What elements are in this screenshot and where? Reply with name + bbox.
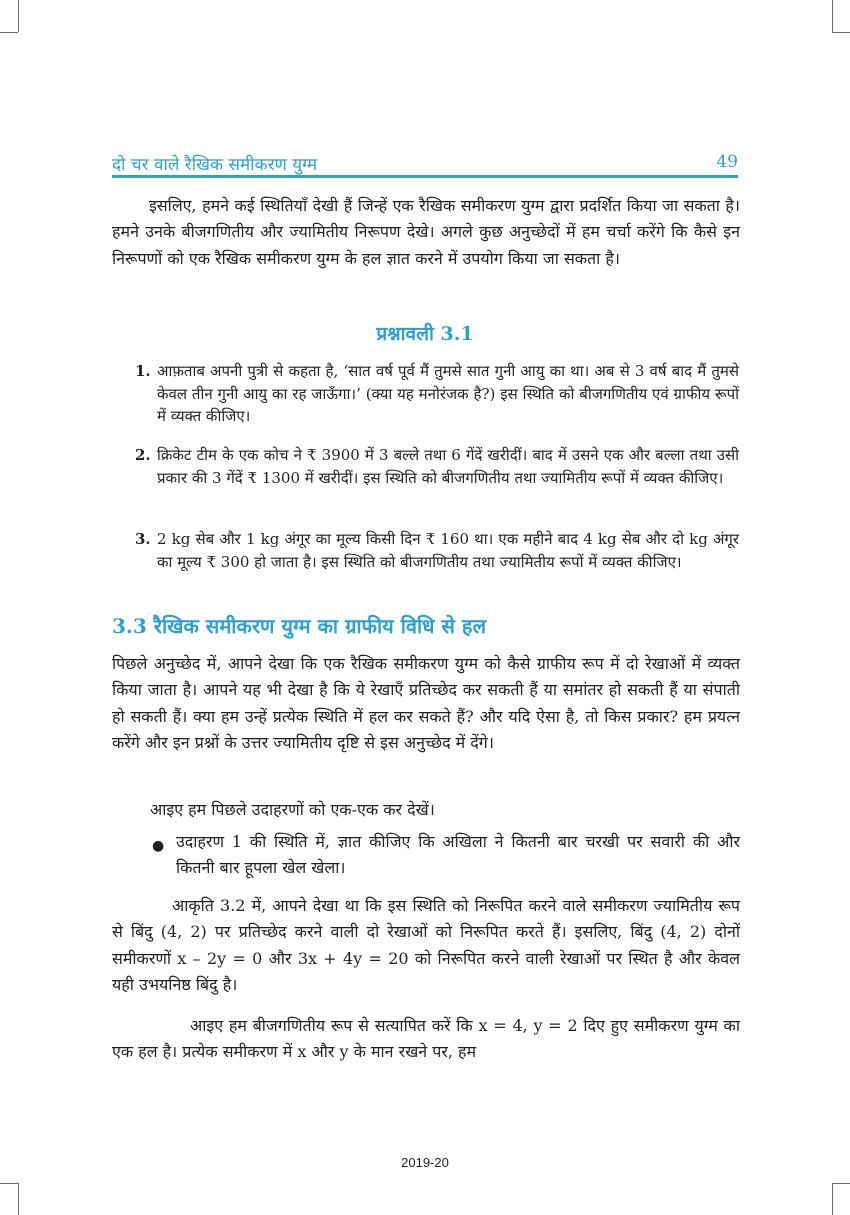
exercise-question: [135, 360, 739, 428]
question-number: 3.: [135, 530, 151, 548]
question-text: आफ़ताब अपनी पुत्री से कहता है, ‘सात वर्ष पूर्व मैं तुमसे सात गुनी आयु का था। अब से 3 वर्ष बाद मैं तुमसे केवल तीन गुनी आयु का रह जाऊँगा।’ (क्या यह मनोरंजक है?) इस स्थिति को बीजगणितीय एवं ग्राफीय रूपों में व्यक्त कीजिए।: [157, 362, 739, 426]
crop-mark-top-right-h: [832, 32, 850, 33]
exercise-title: प्रश्नावली 3.1: [376, 323, 474, 345]
question-text: क्रिकेट टीम के एक कोच ने ₹ 3900 में 3 बल्ले तथा 6 गेंदें खरीदीं। बाद में उसने एक और बल्ला तथा उसी प्रकार की 3 गेंदें ₹ 1300 में खरीदीं। इस स्थिति को बीजगणितीय तथा ज्यामितीय रूपों में व्यक्त कीजिए।: [157, 446, 739, 487]
bullet-dot-icon: ●: [152, 838, 165, 854]
section-paragraph-1: पिछले अनुच्छेद में, आपने देखा कि एक रैखिक समीकरण युग्म को कैसे ग्राफीय रूप में दो रेखाओं में व्यक्त किया जाता है। आपने यह भी देखा है कि ये रेखाएँ प्रतिच्छेद कर सकती हैं या समांतर हो सकती हैं या संपाती हो सकती हैं। क्या हम उन्हें प्रत्येक स्थिति में हल कर सकते हैं? और यदि ऐसा है, तो किस प्रकार? हम प्रयत्न करेंगे और इन प्रश्नों के उत्तर ज्यामितीय दृष्टि से इस अनुच्छेद में देंगे।: [112, 654, 740, 753]
running-header: [112, 150, 738, 180]
crop-mark-top-right-v: [832, 0, 833, 32]
intro-paragraph: इसलिए, हमने कई स्थितियाँ देखी हैं जिन्हें एक रैखिक समीकरण युग्म द्वारा प्रदर्शित किया जा सकता है। हमने उनके बीजगणितीय और ज्यामितीय निरूपण देखे। अगले कुछ अनुच्छेदों में हम चर्चा करेंगे कि कैसे इन निरूपणों को एक रैखिक समीकरण युग्म के हल ज्ञात करने में उपयोग किया जा सकता है।: [112, 196, 740, 268]
crop-mark-bottom-left-v: [18, 1183, 19, 1215]
section-heading: 3.3 रैखिक समीकरण युग्म का ग्राफीय विधि से हल: [112, 614, 487, 638]
crop-mark-bottom-left-h: [0, 1183, 18, 1184]
chapter-title: दो चर वाले रैखिक समीकरण युग्म: [112, 155, 318, 175]
header-rule: [112, 175, 738, 178]
footer-year: 2019-20: [401, 1155, 449, 1170]
exercise-question: [135, 444, 739, 489]
question-number: 1.: [135, 362, 151, 380]
crop-mark-bottom-right-h: [832, 1183, 850, 1184]
crop-mark-top-left-v: [18, 0, 19, 32]
section-paragraph-3: आकृति 3.2 में, आपने देखा था कि इस स्थिति को निरूपित करने वाले समीकरण ज्यामितीय रूप से बिंदु (4, 2) पर प्रतिच्छेद करने वाली दो रेखाओं को निरूपित करते हैं। इसलिए, बिंदु (4, 2) दोनों समीकरणों x – 2y = 0 और 3x + 4y = 20 को निरूपित करने वाली रेखाओं पर स्थित है और केवल यही उभयनिष्ठ बिंदु है।: [112, 896, 740, 995]
exercise-question: [135, 528, 739, 573]
crop-mark-top-left-h: [0, 32, 18, 33]
bullet-item: [150, 829, 740, 882]
section-paragraph-2: आइए हम पिछले उदाहरणों को एक-एक कर देखें।: [150, 800, 435, 819]
bullet-text: उदाहरण 1 की स्थिति में, ज्ञात कीजिए कि अखिला ने कितनी बार चरखी पर सवारी की और कितनी बार हूपला खेल खेला।: [176, 832, 740, 878]
crop-mark-bottom-right-v: [832, 1183, 833, 1215]
page-number: 49: [716, 152, 738, 172]
question-number: 2.: [135, 446, 151, 464]
question-text: 2 kg सेब और 1 kg अंगूर का मूल्य किसी दिन ₹ 160 था। एक महीने बाद 4 kg सेब और दो kg अंगूर का मूल्य ₹ 300 हो जाता है। इस स्थिति को बीजगणितीय तथा ज्यामितीय रूपों में व्यक्त कीजिए।: [157, 530, 739, 571]
section-paragraph-4: आइए हम बीजगणितीय रूप से सत्यापित करें कि x = 4, y = 2 दिए हुए समीकरण युग्म का एक हल है। प्रत्येक समीकरण में x और y के मान रखने पर, हम: [112, 1016, 740, 1062]
